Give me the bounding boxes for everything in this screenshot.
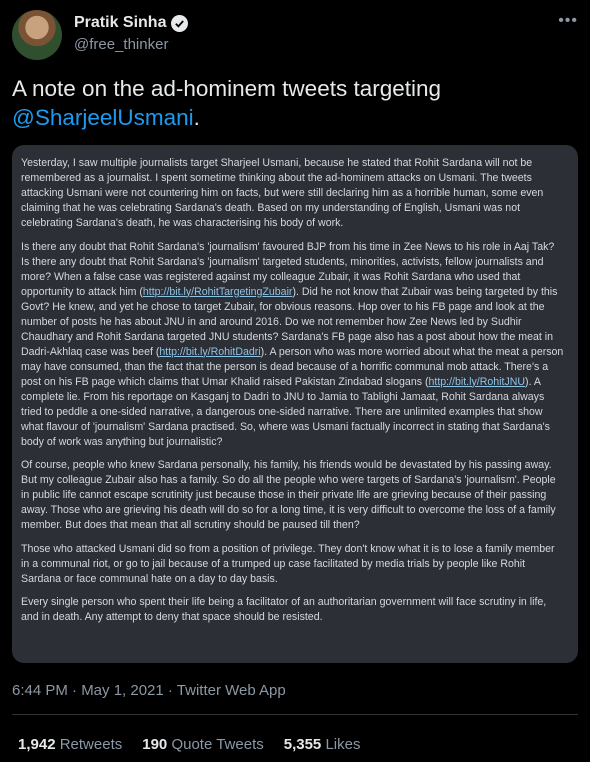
likes-label: Likes [325,736,361,753]
note-paragraph-4: Those who attacked Usmani did so from a position of privilege. They don't know what it is to lose a family member in a communal riot, or go to jail because of a trumped up case facilitated by media trials by people like Rohit Sardana or face communal hate on a day to day basis. [21,542,555,585]
retweets-count: 1,942 [18,736,56,753]
tweet-stats [18,736,380,753]
quote-tweets-label: Quote Tweets [171,736,264,753]
mention-link[interactable]: @SharjeelUsmani [12,105,194,130]
likes-count: 5,355 [283,736,322,753]
link-rohit-dadri[interactable]: http://bit.ly/RohitDadri [159,345,261,358]
note-paragraph-2 [21,240,566,450]
tweet-header [12,10,578,64]
note-image[interactable] [12,145,578,663]
note-p2-part-c: ). A person who was more worried about what the meat a person may have consumed, than the fact that the person is dead because of a horrific communal mob attack. There's a post on his FB page which claims that Umar Khalid raised Pakistan Zindabad slogans ( [21,345,564,388]
retweets-stat[interactable] [18,736,122,753]
tweet-text [12,74,572,132]
author-handle[interactable]: @free_thinker [74,36,169,53]
retweets-label: Retweets [59,736,123,753]
author-name-row[interactable] [74,14,188,32]
tweet-timestamp[interactable]: 6:44 PM · May 1, 2021 · Twitter Web App [12,682,286,699]
tweet-text-body: A note on the ad-hominem tweets targeting [12,76,442,101]
author-name[interactable]: Pratik Sinha [74,14,167,31]
quote-tweets-count: 190 [142,736,168,753]
link-rohit-jnu[interactable]: http://bit.ly/RohitJNU [428,375,526,388]
likes-stat[interactable] [284,736,361,753]
note-paragraph-1: Yesterday, I saw multiple journalists target Sharjeel Usmani, because he stated that Rohit Sardana will not be remembered as a journalist. I spent sometime thinking about the ad-hominem attacks on Usmani. The tweets attacking Usmani were not countering him on facts, but were still declaring him as a horrible human, some even claiming that he was celebrating Sardana's death. Based on my understanding of English, Usmani was not celebrating Sardana's death, he was characterising his body of work. [21,157,544,229]
note-paragraph-3: Of course, people who knew Sardana personally, his family, his friends would be devastated by his passing away. But my colleague Zubair also has a family. So do all the people who were targets of Sardana's 'journalism'. People in public life cannot escape scrutinity just because those in their private life are grieving because of their passing away. Those who are grieving his death will do so for a long time, it is very difficult to overcome the loss of a family member. But does that mean that all scrutiny should be paused till then? [21,459,556,531]
note-paragraph-5: Every single person who spent their life being a facilitator of an authoritarian government will face scrutiny in life, and in death. Any attempt to deny that space should be resisted. [21,596,547,623]
verified-badge-icon [171,15,188,32]
link-rohit-targeting-zubair[interactable]: http://bit.ly/RohitTargetingZubair [142,285,293,298]
avatar[interactable] [12,10,62,60]
quote-tweets-stat[interactable] [142,736,263,753]
note-p2-part-a: Is there any doubt that Rohit Sardana's 'journalism' favoured BJP from his time in Zee News to his role in Aaj Tak? Is there any doubt that Rohit Sardana's 'journalism' targeted students, minorities, activists, fellow journalists and more? When a false case was registered against my colleague Zubair, it was Rohit Sardana who used that opportunity to attack him ( [21,240,555,298]
tweet-text-end: . [193,105,200,130]
note-p2-part-d: ). A complete lie. From his reportage on Kasganj to Dadri to JNU to Jamia to Tablighi Jamaat, Rohit Sardana always tried to peddle a one-sided narrative, a dangerous one-sided narrative. There are unlimited examples that show what flavour of 'journalism' Sardana practised. So, where was Usmani factually incorrect in stating that Sardana's body of work was anything but journalistic? [21,375,550,448]
divider [12,714,578,715]
more-icon[interactable]: ••• [558,12,578,29]
note-p2-part-b: ). Did he not know that Zubair was being targeted by this Govt? He knew, and yet he chose to target Zubair, for obvious reasons. Hop over to his FB page and look at the number of posts he has about JNU in and around 2016. Do we not remember how Zee News led by Sudhir Chaudhary and Rohit Sardana targeted JNU students? Sardana's FB page also has a post about how the meat in Dadri-Akhlaq case was beef ( [21,285,558,358]
